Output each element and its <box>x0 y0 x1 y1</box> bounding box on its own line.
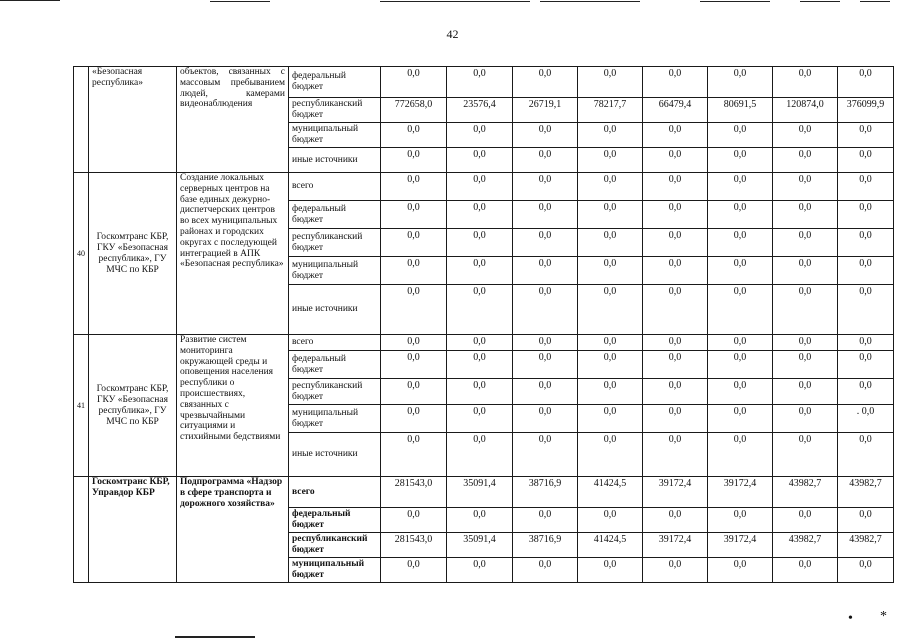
amount-cell: 0,0 <box>643 123 708 148</box>
amount-cell: 0,0 <box>643 229 708 257</box>
row-number-cell: 41 <box>74 335 89 477</box>
amount-cell: 0,0 <box>838 285 894 335</box>
amount-cell: 0,0 <box>838 379 894 405</box>
amount-cell: 0,0 <box>513 351 578 379</box>
amount-cell: 0,0 <box>708 201 773 229</box>
funding-source-cell: иные источники <box>289 148 381 173</box>
funding-source-cell: федеральный бюджет <box>289 201 381 229</box>
amount-cell: 0,0 <box>578 433 643 477</box>
responsible-org-cell: «Безопасная республика» <box>89 67 177 173</box>
scan-artifact-dot: • <box>848 611 853 626</box>
amount-cell: 0,0 <box>381 508 447 533</box>
amount-cell: 0,0 <box>447 173 513 201</box>
amount-cell: 0,0 <box>838 508 894 533</box>
scan-artifact-line <box>860 1 890 2</box>
amount-cell: 0,0 <box>447 285 513 335</box>
amount-cell: 0,0 <box>643 558 708 583</box>
amount-cell: 0,0 <box>381 173 447 201</box>
responsible-org-cell: Госкомтранс КБР, ГКУ «Безопасная республика», ГУ МЧС по КБР <box>89 335 177 477</box>
amount-cell: 0,0 <box>381 67 447 98</box>
amount-cell: 0,0 <box>838 148 894 173</box>
amount-cell: 0,0 <box>381 201 447 229</box>
funding-source-cell: федеральный бюджет <box>289 508 381 533</box>
funding-source-cell: всего <box>289 335 381 351</box>
amount-cell: 0,0 <box>513 67 578 98</box>
amount-cell: 0,0 <box>578 285 643 335</box>
amount-cell: 43982,7 <box>773 477 838 508</box>
amount-cell: 66479,4 <box>643 98 708 123</box>
amount-cell: 0,0 <box>773 148 838 173</box>
amount-cell: 0,0 <box>838 123 894 148</box>
amount-cell: 0,0 <box>708 285 773 335</box>
amount-cell: 80691,5 <box>708 98 773 123</box>
amount-cell: 0,0 <box>643 508 708 533</box>
amount-cell: 0,0 <box>513 173 578 201</box>
funding-source-cell: республиканский бюджет <box>289 533 381 558</box>
amount-cell: 0,0 <box>381 257 447 285</box>
amount-cell: 0,0 <box>838 67 894 98</box>
amount-cell: 43982,7 <box>773 533 838 558</box>
amount-cell: 38716,9 <box>513 533 578 558</box>
funding-source-cell: муниципальный бюджет <box>289 558 381 583</box>
amount-cell: 0,0 <box>708 508 773 533</box>
amount-cell: 0,0 <box>773 285 838 335</box>
amount-cell: 0,0 <box>838 173 894 201</box>
amount-cell: 23576,4 <box>447 98 513 123</box>
scan-artifact-line <box>175 636 255 638</box>
funding-source-cell: всего <box>289 477 381 508</box>
scan-artifact-line <box>0 0 60 1</box>
amount-cell: 0,0 <box>773 351 838 379</box>
scan-artifact-dot: * <box>880 609 887 624</box>
amount-cell: 0,0 <box>578 335 643 351</box>
amount-cell: 0,0 <box>513 285 578 335</box>
funding-source-cell: муниципальный бюджет <box>289 123 381 148</box>
funding-source-cell: федеральный бюджет <box>289 67 381 98</box>
amount-cell: 0,0 <box>447 558 513 583</box>
amount-cell: 281543,0 <box>381 533 447 558</box>
table-row <box>74 335 894 351</box>
page-number: 42 <box>446 27 459 41</box>
amount-cell: 0,0 <box>773 67 838 98</box>
funding-source-cell: иные источники <box>289 433 381 477</box>
funding-source-cell: муниципальный бюджет <box>289 405 381 433</box>
amount-cell: 0,0 <box>643 201 708 229</box>
activity-cell: объектов, связанных с массовым пребыванием людей, камерами видеонаблюдения <box>177 67 289 173</box>
amount-cell: 39172,4 <box>643 533 708 558</box>
row-number-cell: 40 <box>74 173 89 335</box>
amount-cell: 0,0 <box>838 351 894 379</box>
amount-cell: 0,0 <box>381 433 447 477</box>
table-row <box>74 477 894 508</box>
amount-cell: 0,0 <box>838 335 894 351</box>
amount-cell: 0,0 <box>773 433 838 477</box>
amount-cell: 41424,5 <box>578 533 643 558</box>
amount-cell: 0,0 <box>708 405 773 433</box>
amount-cell: 0,0 <box>513 335 578 351</box>
amount-cell: 35091,4 <box>447 477 513 508</box>
amount-cell: 0,0 <box>447 148 513 173</box>
amount-cell: 0,0 <box>381 335 447 351</box>
amount-cell: 0,0 <box>643 148 708 173</box>
amount-cell: 39172,4 <box>708 477 773 508</box>
amount-cell: 0,0 <box>447 257 513 285</box>
amount-cell: 0,0 <box>578 201 643 229</box>
amount-cell: 39172,4 <box>643 477 708 508</box>
amount-cell: 0,0 <box>578 67 643 98</box>
amount-cell: 0,0 <box>708 433 773 477</box>
amount-cell: 0,0 <box>381 123 447 148</box>
funding-source-cell: муниципальный бюджет <box>289 257 381 285</box>
table-row <box>74 173 894 201</box>
amount-cell: 0,0 <box>513 379 578 405</box>
amount-cell: 0,0 <box>381 379 447 405</box>
amount-cell: 0,0 <box>578 351 643 379</box>
amount-cell: 0,0 <box>643 433 708 477</box>
amount-cell: 0,0 <box>643 405 708 433</box>
amount-cell: 0,0 <box>708 379 773 405</box>
funding-source-cell: республиканский бюджет <box>289 379 381 405</box>
amount-cell: 0,0 <box>773 558 838 583</box>
amount-cell: 0,0 <box>578 148 643 173</box>
amount-cell: 43982,7 <box>838 477 894 508</box>
amount-cell: 0,0 <box>838 558 894 583</box>
amount-cell: 0,0 <box>773 123 838 148</box>
activity-cell: Подпрограмма «Надзор в сфере транспорта и дорожного хозяйства» <box>177 477 289 583</box>
funding-source-cell: иные источники <box>289 285 381 335</box>
amount-cell: 0,0 <box>773 379 838 405</box>
amount-cell: 0,0 <box>773 405 838 433</box>
amount-cell: 0,0 <box>381 351 447 379</box>
amount-cell: 0,0 <box>643 379 708 405</box>
amount-cell: 0,0 <box>513 405 578 433</box>
row-number-cell <box>74 477 89 583</box>
row-number-cell <box>74 67 89 173</box>
amount-cell: 0,0 <box>838 201 894 229</box>
scan-artifact-line <box>210 1 270 2</box>
amount-cell: 0,0 <box>773 508 838 533</box>
amount-cell: 0,0 <box>708 148 773 173</box>
amount-cell: 0,0 <box>513 257 578 285</box>
amount-cell: 0,0 <box>381 285 447 335</box>
amount-cell: 0,0 <box>773 229 838 257</box>
amount-cell: 41424,5 <box>578 477 643 508</box>
amount-cell: 0,0 <box>643 67 708 98</box>
amount-cell: 39172,4 <box>708 533 773 558</box>
amount-cell: 0,0 <box>447 405 513 433</box>
amount-cell: 0,0 <box>513 558 578 583</box>
amount-cell: 0,0 <box>643 351 708 379</box>
scan-artifact-line <box>380 1 530 2</box>
amount-cell: 0,0 <box>578 405 643 433</box>
funding-source-cell: всего <box>289 173 381 201</box>
amount-cell: . 0,0 <box>838 405 894 433</box>
amount-cell: 0,0 <box>838 229 894 257</box>
amount-cell: 0,0 <box>838 257 894 285</box>
amount-cell: 0,0 <box>578 558 643 583</box>
amount-cell: 0,0 <box>447 67 513 98</box>
amount-cell: 0,0 <box>447 433 513 477</box>
amount-cell: 78217,7 <box>578 98 643 123</box>
amount-cell: 0,0 <box>578 508 643 533</box>
amount-cell: 0,0 <box>447 201 513 229</box>
amount-cell: 0,0 <box>708 173 773 201</box>
amount-cell: 0,0 <box>578 379 643 405</box>
amount-cell: 0,0 <box>773 173 838 201</box>
amount-cell: 0,0 <box>578 257 643 285</box>
amount-cell: 0,0 <box>773 201 838 229</box>
amount-cell: 0,0 <box>643 285 708 335</box>
amount-cell: 376099,9 <box>838 98 894 123</box>
amount-cell: 38716,9 <box>513 477 578 508</box>
amount-cell: 0,0 <box>381 558 447 583</box>
table-row <box>74 67 894 98</box>
amount-cell: 0,0 <box>447 379 513 405</box>
amount-cell: 43982,7 <box>838 533 894 558</box>
funding-source-cell: федеральный бюджет <box>289 351 381 379</box>
amount-cell: 0,0 <box>708 335 773 351</box>
scan-artifact-line <box>700 1 770 2</box>
amount-cell: 35091,4 <box>447 533 513 558</box>
amount-cell: 0,0 <box>578 229 643 257</box>
amount-cell: 0,0 <box>838 433 894 477</box>
amount-cell: 0,0 <box>708 229 773 257</box>
funding-source-cell: республиканский бюджет <box>289 98 381 123</box>
responsible-org-cell: Госкомтранс КБР, ГКУ «Безопасная республика», ГУ МЧС по КБР <box>89 173 177 335</box>
responsible-org-cell: Госкомтранс КБР, Управдор КБР <box>89 477 177 583</box>
amount-cell: 0,0 <box>773 335 838 351</box>
amount-cell: 0,0 <box>513 123 578 148</box>
amount-cell: 0,0 <box>773 257 838 285</box>
amount-cell: 281543,0 <box>381 477 447 508</box>
activity-cell: Создание локальных серверных центров на базе единых дежурно-диспетчерских центров во всех муниципальных районах и городских округах с последующей интеграцией в АПК «Безопасная республика» <box>177 173 289 335</box>
amount-cell: 0,0 <box>578 123 643 148</box>
amount-cell: 0,0 <box>708 123 773 148</box>
amount-cell: 0,0 <box>513 508 578 533</box>
amount-cell: 0,0 <box>447 351 513 379</box>
amount-cell: 0,0 <box>708 351 773 379</box>
amount-cell: 0,0 <box>381 229 447 257</box>
amount-cell: 0,0 <box>708 67 773 98</box>
scan-artifact-line <box>540 1 640 2</box>
amount-cell: 0,0 <box>643 257 708 285</box>
amount-cell: 0,0 <box>447 508 513 533</box>
amount-cell: 0,0 <box>643 335 708 351</box>
amount-cell: 0,0 <box>513 148 578 173</box>
activity-cell: Развитие систем мониторинга окружающей среды и оповещения населения республики о происшествиях, связанных с чрезвычайными ситуациями и стихийными бедствиями <box>177 335 289 477</box>
amount-cell: 0,0 <box>381 148 447 173</box>
amount-cell: 0,0 <box>381 405 447 433</box>
amount-cell: 0,0 <box>513 201 578 229</box>
amount-cell: 120874,0 <box>773 98 838 123</box>
amount-cell: 0,0 <box>578 173 643 201</box>
amount-cell: 0,0 <box>447 335 513 351</box>
amount-cell: 26719,1 <box>513 98 578 123</box>
scan-artifact-line <box>800 1 840 2</box>
amount-cell: 0,0 <box>447 229 513 257</box>
amount-cell: 0,0 <box>708 257 773 285</box>
funding-source-cell: республиканский бюджет <box>289 229 381 257</box>
amount-cell: 0,0 <box>513 229 578 257</box>
amount-cell: 0,0 <box>447 123 513 148</box>
amount-cell: 0,0 <box>513 433 578 477</box>
amount-cell: 772658,0 <box>381 98 447 123</box>
budget-table <box>73 66 894 583</box>
amount-cell: 0,0 <box>708 558 773 583</box>
amount-cell: 0,0 <box>643 173 708 201</box>
